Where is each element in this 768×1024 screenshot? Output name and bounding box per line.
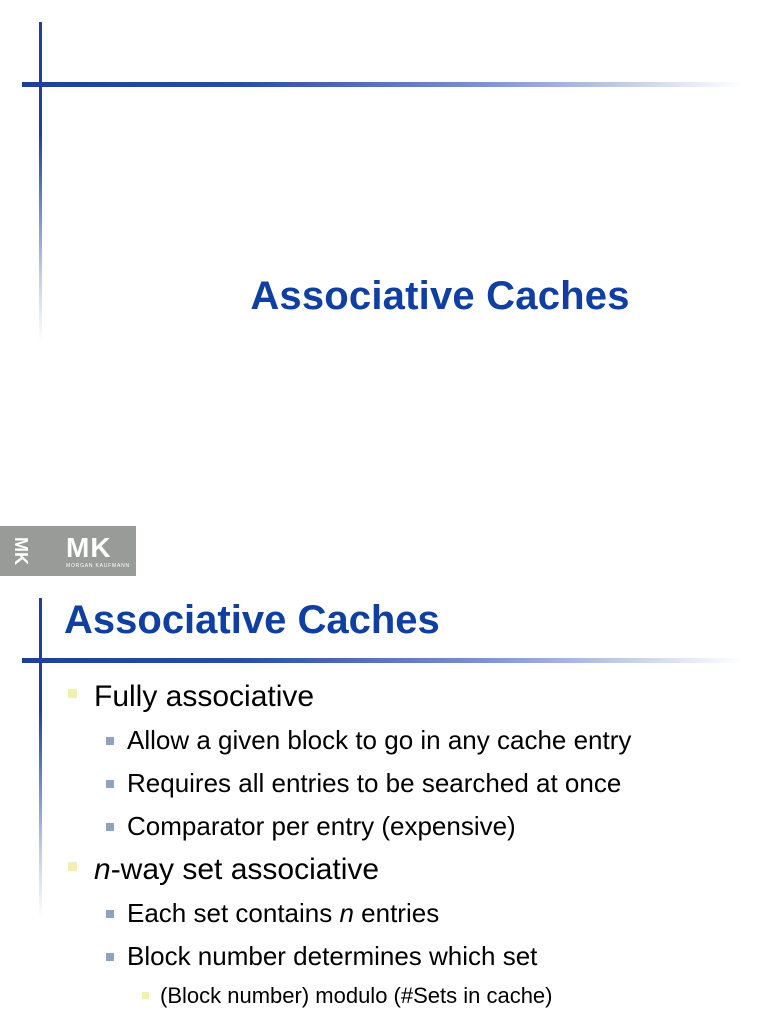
logo-main-mark: MK: [66, 532, 112, 563]
bullet-text: -way set associative: [110, 853, 380, 886]
sub-bullet: [64, 895, 754, 932]
sub-bullet: [64, 938, 754, 975]
sub-bullet-marker-icon: [106, 910, 114, 918]
content-slide: [0, 580, 768, 1024]
sub-bullet: [64, 765, 754, 802]
horizontal-accent-line: [22, 658, 742, 663]
sub-bullet-marker-icon: [106, 823, 114, 831]
sub-sub-bullet: [64, 981, 754, 1011]
vertical-accent-line: [39, 22, 42, 342]
sub-bullet: [64, 808, 754, 845]
sub-bullet-text: Allow a given block to go in any cache entry: [127, 725, 632, 755]
sub-sub-bullet-marker-icon: [142, 992, 149, 999]
sub-bullet-marker-icon: [106, 737, 114, 745]
sub-bullet-marker-icon: [106, 780, 114, 788]
slide-title: Associative Caches: [64, 598, 440, 642]
bullet-fully-associative: [64, 678, 754, 716]
bullet-list: [64, 678, 754, 1011]
logo-side-mark: MK: [11, 537, 31, 565]
bullet-n-way-set-associative: [64, 851, 754, 889]
sub-bullet: [64, 722, 754, 759]
sub-bullet-text: Block number determines which set: [127, 941, 538, 971]
sub-bullet-text-prefix: Each set contains: [127, 898, 340, 928]
horizontal-accent-line: [22, 82, 742, 87]
sub-bullet-text-suffix: entries: [353, 898, 440, 928]
logo-subtext: MORGAN KAUFMANN: [66, 563, 130, 569]
sub-bullet-marker-icon: [106, 953, 114, 961]
bullet-emphasis: n: [94, 853, 111, 886]
cover-title: Associative Caches: [250, 274, 630, 318]
publisher-logo: [0, 526, 136, 576]
sub-bullet-text: Comparator per entry (expensive): [127, 811, 516, 841]
sub-sub-bullet-text: (Block number) modulo (#Sets in cache): [160, 983, 553, 1008]
bullet-marker-icon: [68, 689, 77, 698]
vertical-accent-line: [39, 598, 42, 918]
sub-bullet-text: Requires all entries to be searched at once: [127, 768, 622, 798]
sub-bullet-emphasis: n: [339, 898, 354, 928]
bullet-marker-icon: [68, 862, 77, 871]
bullet-text: Fully associative: [94, 680, 315, 713]
